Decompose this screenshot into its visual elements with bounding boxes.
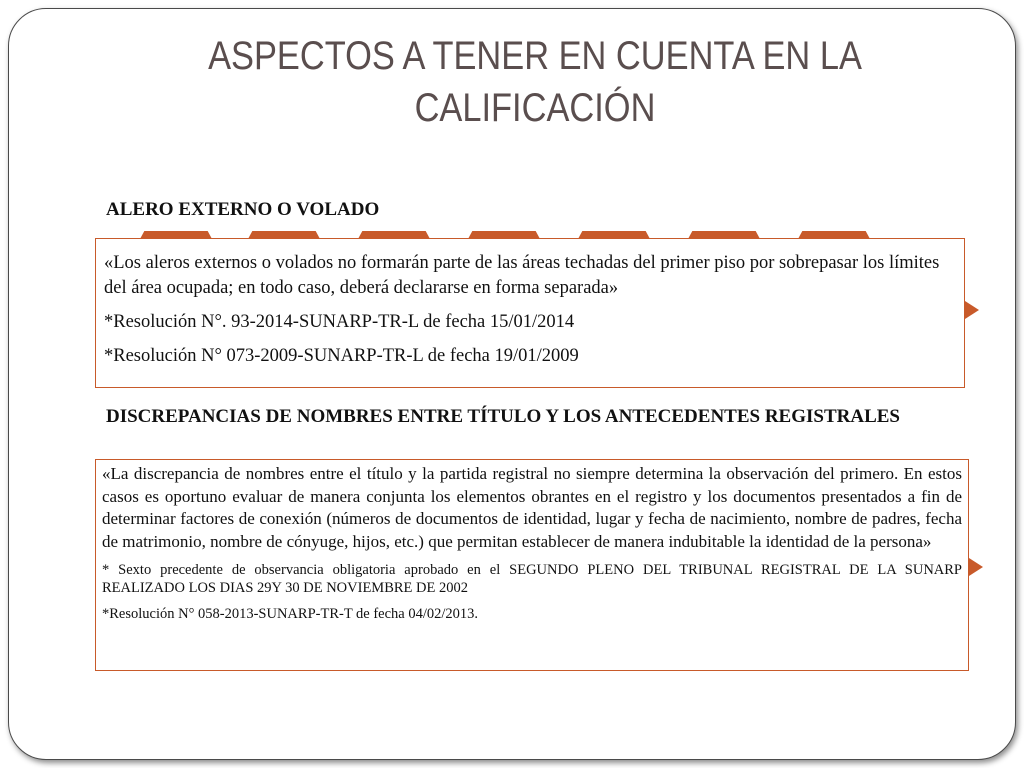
section-heading-alero: ALERO EXTERNO O VOLADO — [106, 199, 380, 220]
discrepancias-precedent: * Sexto precedente de observancia obligatoria aprobado en el SEGUNDO PLENO DEL TRIBUNAL REGISTRAL DE LA SUNARP REALIZADO LOS DIAS 29Y 30 DE NOVIEMBRE DE 2002 — [102, 562, 962, 596]
alero-resolution-1: *Resolución N°. 93-2014-SUNARP-TR-L de fecha 15/01/2014 — [104, 312, 575, 332]
arrow-right-icon — [969, 558, 983, 576]
discrepancias-content-box — [95, 459, 969, 671]
alero-content-box — [95, 238, 965, 388]
discrepancias-quote: «La discrepancia de nombres entre el título y la partida registral no siempre determina la observación del primero. En estos casos es oportuno evaluar de manera conjunta los elementos obrantes en el registro y los documentos presentados a fin de determinar factores de conexión (números de documentos de identidad, lugar y fecha de nacimiento, nombre de padres, fecha de matrimonio, nombre de cónyuge, hijos, etc.) que permitan establecer de manera indubitable la identidad de la persona» — [102, 464, 962, 551]
alero-resolution-2: *Resolución N° 073-2009-SUNARP-TR-L de fecha 19/01/2009 — [104, 346, 579, 366]
alero-quote: «Los aleros externos o volados no formarán parte de las áreas techadas del primer piso por sobrepasar los límites del área ocupada; en todo caso, deberá declararse en forma separada» — [104, 253, 940, 298]
slide-title: ASPECTOS A TENER EN CUENTA EN LA CALIFICACIÓN — [208, 34, 862, 130]
discrepancias-resolution: *Resolución N° 058-2013-SUNARP-TR-T de fecha 04/02/2013. — [102, 606, 479, 622]
section-heading-discrepancias: DISCREPANCIAS DE NOMBRES ENTRE TÍTULO Y LOS ANTECEDENTES REGISTRALES — [106, 406, 900, 427]
arrow-right-icon — [965, 301, 979, 319]
